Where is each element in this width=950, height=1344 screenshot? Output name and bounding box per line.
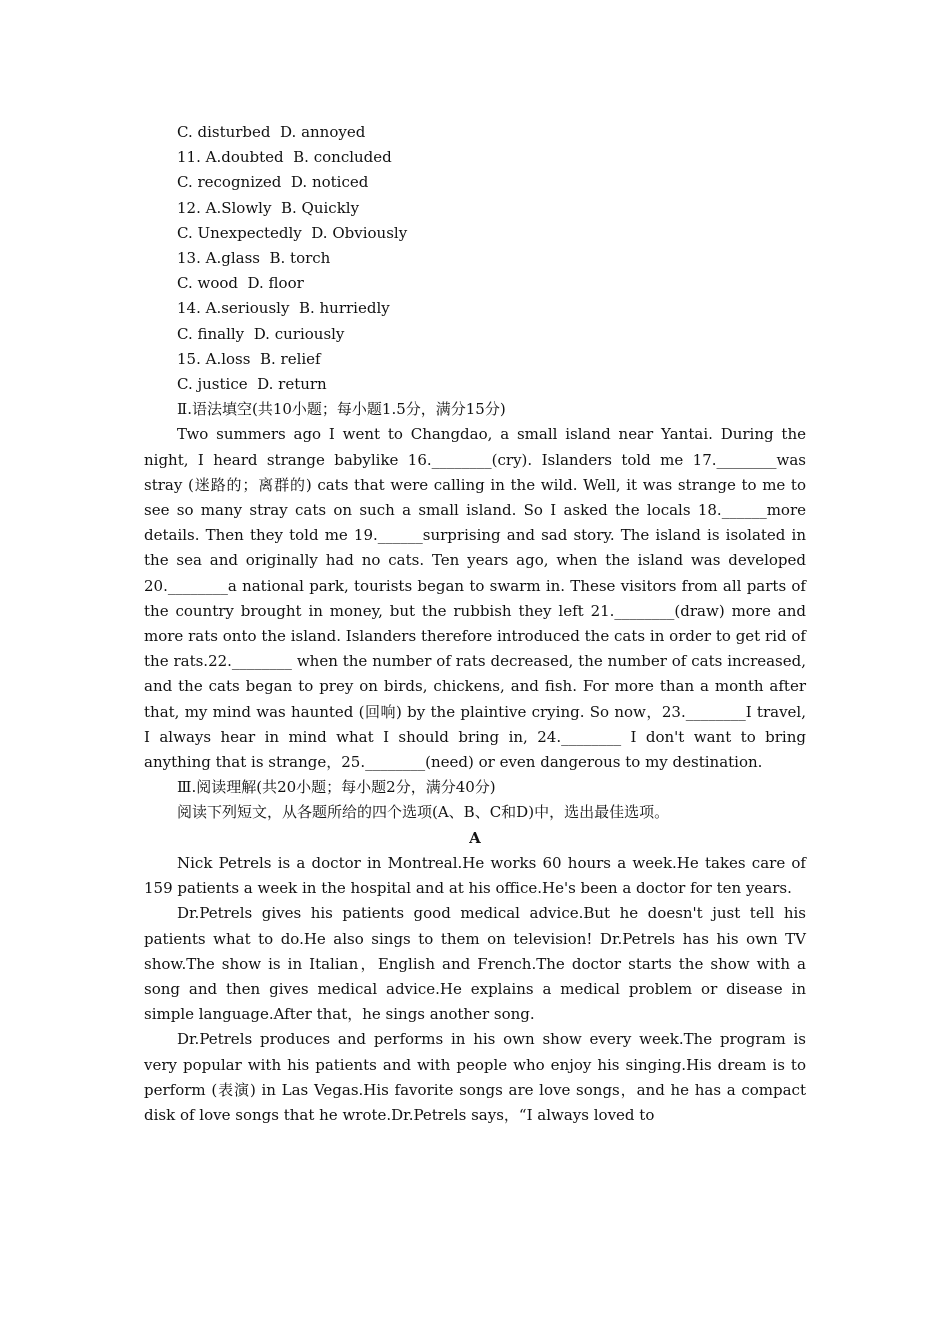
option-line: 13. A.glass B. torch [177, 249, 331, 268]
section-heading-reading: Ⅲ.阅读理解(共20小题；每小题2分，满分40分) [177, 778, 496, 797]
option-line: C. disturbed D. annoyed [177, 123, 366, 141]
reading-paragraph: Dr.Petrels gives his patients good medical advice.But he doesn't just tell his patients what to do.He also sings to them on television! Dr.Petrels has his own TV show.The show is in Italian，English and French.The doctor starts the show with a song and then gives medical advice.He explains a medical problem or disease in simple language.After that，he sings another song. [144, 904, 806, 1024]
option-line: 14. A.seriously B. hurriedly [177, 299, 390, 318]
option-line: C. justice D. return [177, 375, 327, 394]
option-line: 15. A.loss B. relief [177, 349, 321, 368]
grammar-passage: Two summers ago I went to Changdao, a small island near Yantai. During the night, I heard strange babylike 16.________(cry). Islanders told me 17.________was stray (迷路的；离群的) cats that were calling in the wild. Well, it was strange to me to see so many stray cats on such a small island. So I asked the locals 18.______more details. Then they told me 19.______surprising and sad story. The island is isolated in the sea and originally had no cats. Ten years ago, when the island was developed 20.________a national park, tourists began to swarm in. These visitors from all parts of the country brought in money, but the rubbish they left 21.________(draw) more and more rats onto the island. Islanders therefore introduced the cats in order to get rid of the rats.22.________ when the number of rats decreased, the number of cats increased, and the cats began to prey on birds, chickens, and fish. For more than a month after that, my mind was haunted (回响) by the plaintive crying. So now，23.________I travel, I always hear in mind what I should bring in, 24.________ I don't want to bring anything that is strange，25.________(need) or even dangerous to my destination. [144, 425, 806, 772]
option-line: C. finally D. curiously [177, 324, 345, 343]
reading-paragraph: Dr.Petrels produces and performs in his own show every week.The program is very popular with his patients and with people who enjoy his singing.His dream is to perform (表演) in Las Vegas.His favorite songs are love songs，and he has a compact disk of love songs that he wrote.Dr.Petrels says，“I always loved to [144, 1030, 806, 1124]
passage-label: A [469, 828, 481, 847]
option-line: C. wood D. floor [177, 274, 304, 293]
option-line: 12. A.Slowly B. Quickly [177, 198, 360, 217]
reading-instruction: 阅读下列短文，从各题所给的四个选项(A、B、C和D)中，选出最佳选项。 [177, 803, 670, 822]
section-heading-grammar: Ⅱ.语法填空(共10小题；每小题1.5分，满分15分) [177, 400, 506, 419]
option-line: C. recognized D. noticed [177, 173, 369, 192]
reading-paragraph: Nick Petrels is a doctor in Montreal.He works 60 hours a week.He takes care of 159 patients a week in the hospital and at his office.He's been a doctor for ten years. [144, 853, 806, 898]
document-page [144, 120, 806, 1128]
option-line: C. Unexpectedly D. Obviously [177, 223, 408, 242]
option-line: 11. A.doubted B. concluded [177, 148, 392, 167]
